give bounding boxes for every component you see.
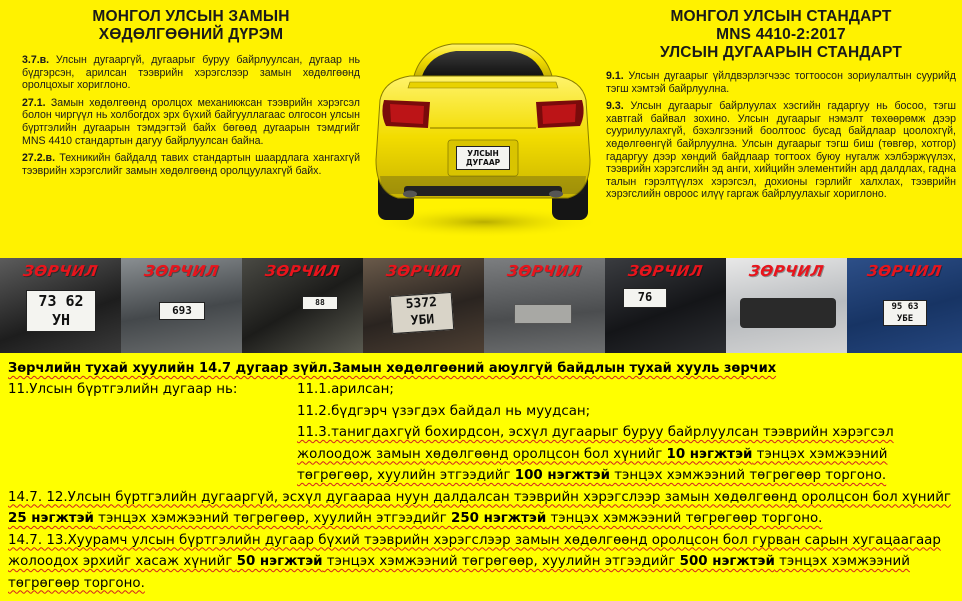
license-plate: 693 — [159, 302, 205, 320]
law-item-11-1: 11.1.арилсан; — [297, 382, 394, 397]
law-item-12: 14.7. 12.Улсын бүртгэлийн дугааргүй, эсхүл дугаараа нуун далдалсан тээврийн хэрэгслээр замын хөдөлгөөнд оролцсон бол хүнийг 25 нэгжтэй тэнцэх хэмжээний төгрөгөөр, хуулийн этгээдийг 250 нэгжтэй тэнцэх хэмжээний төгрөгөөр торгоно. — [8, 489, 951, 526]
violation-photo: ЗӨРЧИЛ 76 — [605, 258, 726, 353]
violation-photo: ЗӨРЧИЛ 693 — [121, 258, 242, 353]
law-item-13: 14.7. 13.Хуурамч улсын бүртгэлийн дугаар бүхий тээврийн хэрэгслээр замын хөдөлгөөнд оролцсон бол гурван сарын хугацаагаар жолоодох эрхийг хасаж хүнийг 50 нэгжтэй тэнцэх хэмжээний төгрөгөөр, хуулийн этгээдийг 500 нэгжтэй тэнцэх хэмжээний төгрөгөөр торгоно. — [8, 532, 941, 591]
standard-9-3: 9.3. Улсын дугаарыг байрлуулах хэсгийн гадаргуу нь босоо, тэгш хавтгай байвал зохино. Улсын дугаарыг нэмэлт төхөөрөмж дээр суурилуулахгүй, бэхэлгээний боолтоос бусад байдлаар цоолохгүй, хөдөлгөөнгүй байрлуулна. Улсын дугаарыг тэгш биш (төвгөр, хотгор) гадаргуу дээр хөндий байдлаар тогтоох буюу нугалж хэлбэржүүлэх, тээврийн хэрэгслийн эд анги, хийцийн элементийн ард далдлах, гадна талын гэрэлтүүлэх хэрэгсэл, дохионы гэрлийг халхлах, тээврийн хэрэгслийн овроос илүү гаргаж байрлуулахыг хориглоно. — [606, 100, 956, 201]
license-plate — [514, 304, 572, 324]
traffic-rules-column — [22, 8, 360, 182]
law-item-11 — [8, 379, 958, 401]
rule-3-7-v: 3.7.в. Улсын дугааргүй, дугаарыг буруу байрлуулсан, дугаар нь бүдгэрсэн, арилсан тээврийн хэрэгслээр замын хөдөлгөөнд оролцохыг хориглоно. — [22, 54, 360, 92]
bumper-shape — [740, 298, 836, 328]
violation-photo: ЗӨРЧИЛ — [484, 258, 605, 353]
traffic-rules-title: МОНГОЛ УЛСЫН ЗАМЫН ХӨДӨЛГӨӨНИЙ ДҮРЭМ — [92, 8, 290, 43]
law-item-11-3: 11.3.танигдахгүй бохирдсон, эсхүл дугаарыг буруу байрлуулсан тээврийн хэрэгсэл жолоодож замын хөдөлгөөнд оролцсон бол хүнийг 10 нэгжтэй тэнцэх хэмжээний төгрөгөөр, хуулийн этгээдийг 100 нэгжтэй тэнцэх хэмжээний төгрөгөөр торгоно. — [297, 425, 894, 483]
car-license-plate: УЛСЫН ДУГААР — [456, 146, 510, 170]
car-rear-image — [362, 0, 602, 258]
car-illustration — [362, 0, 602, 258]
violation-photo: ЗӨРЧИЛ 5372 УБИ — [363, 258, 484, 353]
law-title: Зөрчлийн тухай хуулийн 14.7 дугаар зүйл.Замын хөдөлгөөний аюулгүй байдлын тухай хууль зөрчих — [8, 361, 777, 376]
violation-photo: ЗӨРЧИЛ 73 62 УН — [0, 258, 121, 353]
law-item-11-label: 11.Улсын бүртгэлийн дугаар нь: — [8, 382, 238, 397]
law-text-block — [0, 353, 962, 601]
rule-27-2-v: 27.2.в. Техникийн байдалд тавих стандартын шаардлага хангахгүй тээврийн хэрэгслийг замын хөдөлгөөнд оролцуулахгүй байх. — [22, 152, 360, 177]
standard-9-1: 9.1. Улсын дугаарыг үйлдвэрлэгчээс тогтоосон зориулалтын суурийд тэгш хэмтэй байрлуулна. — [606, 70, 956, 95]
rule-27-1: 27.1. Замын хөдөлгөөнд оролцох механикжсан тээврийн хэрэгсэл болон чиргүүл нь холбогдох эрх бүхий байгууллагаас олгосон улсын бүртгэлийн дугаарын тэмдэгтэй байх бөгөөд дугаарын тэмдгийг MNS 4410 стандартын дагуу байрлуулсан байна. — [22, 96, 360, 147]
plate-standard-column — [606, 8, 956, 206]
violation-photo: ЗӨРЧИЛ 95 63 УБЕ — [847, 258, 962, 353]
license-plate: 73 62 УН — [26, 290, 96, 332]
plate-standard-title: МОНГОЛ УЛСЫН СТАНДАРТ MNS 4410-2:2017 УЛСЫН ДУГААРЫН СТАНДАРТ — [659, 8, 902, 61]
license-plate: 88 — [302, 296, 338, 310]
license-plate: 76 — [623, 288, 667, 308]
license-plate: 5372 УБИ — [390, 292, 454, 334]
violation-photo: ЗӨРЧИЛ — [726, 258, 847, 353]
violation-photo: ЗӨРЧИЛ 88 — [242, 258, 363, 353]
violation-photo-strip — [0, 258, 962, 353]
license-plate: 95 63 УБЕ — [883, 300, 927, 326]
poster-banner — [0, 0, 962, 258]
law-item-11-2: 11.2.бүдгэрч үзэгдэх байдал нь муудсан; — [297, 403, 591, 419]
